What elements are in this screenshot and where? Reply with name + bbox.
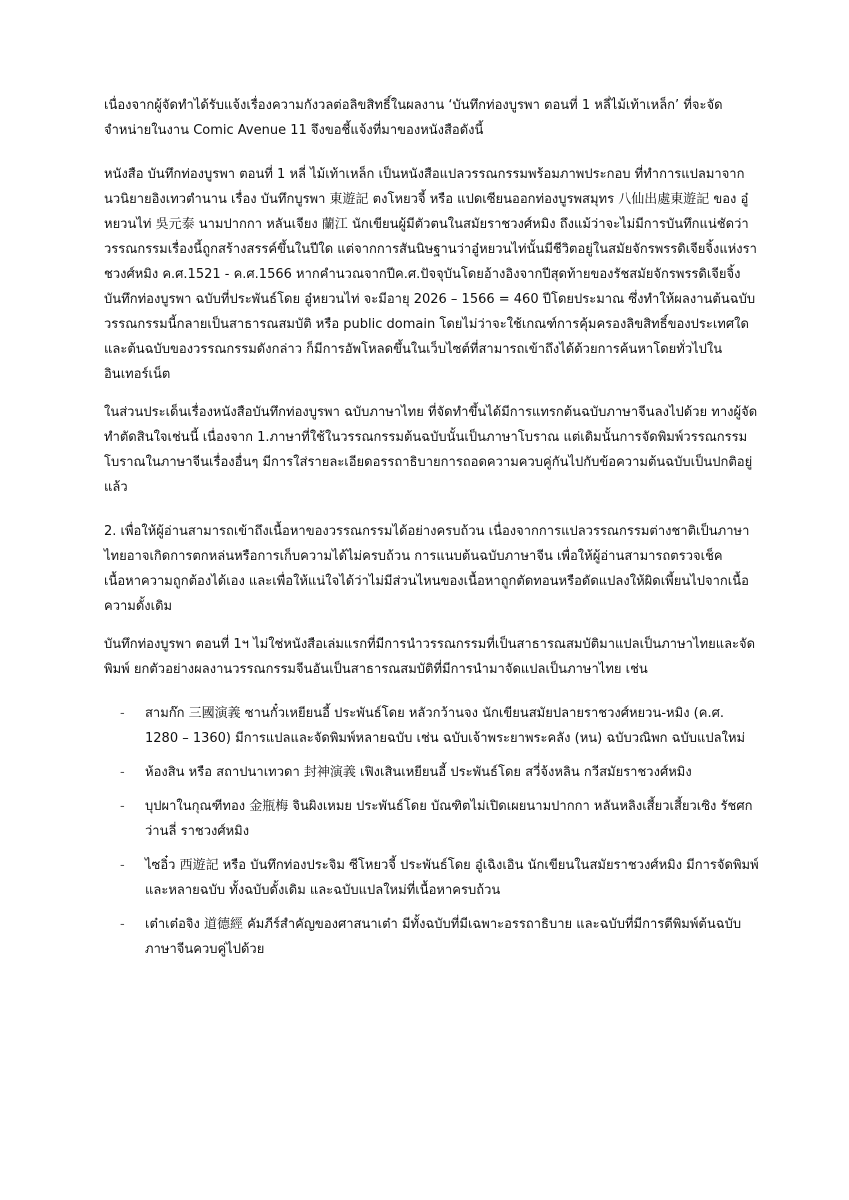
example-fengshen: ห้องสิน หรือ สถาปนาเทวดา 封神演義 เฟิงเสินเหยียนอี้ ประพันธ์โดย สวี่จ้งหลิน กวีสมัยราชวงศ์หมิง — [145, 765, 692, 780]
examples-list — [104, 701, 759, 962]
thai-edition-paragraph: ในส่วนประเด็นเรื่องหนังสือบันทึกท่องบูรพา ฉบับภาษาไทย ที่จัดทำขึ้นได้มีการแทรกต้นฉบับภาษาจีนลงไปด้วย ทางผู้จัดทำตัดสินใจเช่นนี้ เนื่องจาก 1.ภาษาที่ใช้ในวรรณกรรมต้นฉบับนั้นเป็นภาษาโบราณ แต่เดิมนั้นการจัดพิมพ์วรรณกรรมโบราณในภาษาจีนเรื่องอื่นๆ มีการใส่รายละเอียดอรรถาธิบายการถอดความควบคู่กันไปกับข้อความต้นฉบับเป็นปกติอยู่แล้ว — [104, 405, 758, 495]
bullet-dash: - — [120, 706, 125, 721]
example-sanguo: สามก๊ก 三國演義 ซานกั๋วเหยียนอี้ ประพันธ์โดย หลัวกว้านจง นักเขียนสมัยปลายราชวงศ์หยวน-หมิง (ค.ศ. 1280 – 1360) มีการแปลและจัดพิมพ์หลายฉบับ เช่น ฉบับเจ้าพระยาพระคลัง (หน) ฉบับวณิพก ฉบับแปลใหม่ — [145, 706, 746, 746]
example-xiyouji: ไซอิ๋ว 西遊記 หรือ บันทึกท่องประจิม ซีโหยวจี้ ประพันธ์โดย อู๋เฉิงเอิน นักเขียนในสมัยราชวงศ์หมิง มีการจัดพิมพ์และหลายฉบับ ทั้งฉบับดั้งเดิม และฉบับแปลใหม่ที่เนื้อหาครบถ้วน — [145, 858, 759, 898]
bullet-dash: - — [120, 799, 125, 814]
example-daodejing: เต๋าเต๋อจิง 道德經 คัมภีร์สำคัญของศาสนาเต๋า มีทั้งฉบับที่มีเฉพาะอรรถาธิบาย และฉบับที่มีการตีพิมพ์ต้นฉบับภาษาจีนควบคู่ไปด้วย — [145, 917, 742, 957]
bullet-dash: - — [120, 858, 125, 873]
list-item — [104, 912, 759, 962]
intro-paragraph: เนื่องจากผู้จัดทำได้รับแจ้งเรื่องความกังวลต่อลิขสิทธิ์ในผลงาน ‘บันทึกท่องบูรพา ตอนที่ 1 หลี่ไม้เท้าเหล็ก’ ที่จะจัดจำหน่ายในงาน Comic Avenue 11 จึงขอชี้แจ้งที่มาของหนังสือดังนี้ — [104, 98, 723, 138]
list-item — [104, 701, 759, 751]
list-item — [104, 794, 759, 844]
examples-intro-paragraph: บันทึกท่องบูรพา ตอนที่ 1ฯ ไม่ใช่หนังสือเล่มแรกที่มีการนำวรรณกรรมที่เป็นสาธารณสมบัติมาแปลเป็นภาษาไทยและจัดพิมพ์ ยกตัวอย่างผลงานวรรณกรรมจีนอันเป็นสาธารณสมบัติที่มีการนำมาจัดแปลเป็นภาษาไทย เช่น — [104, 637, 756, 677]
bullet-dash: - — [120, 765, 125, 780]
example-jinpingmei: บุปผาในกุณฑีทอง 金瓶梅 จินผิงเหมย ประพันธ์โดย บัณฑิตไม่เปิดเผยนามปากกา หลันหลิงเสี้ยวเสี้ยวเซิง รัชศกว่านลี่ ราชวงศ์หมิง — [145, 799, 753, 839]
reason-2-paragraph: 2. เพื่อให้ผู้อ่านสามารถเข้าถึงเนื้อหาของวรรณกรรมได้อย่างครบถ้วน เนื่องจากการแปลวรรณกรรมต่างชาติเป็นภาษาไทยอาจเกิดการตกหล่นหรือการเก็บความได้ไม่ครบถ้วน การแนบต้นฉบับภาษาจีน เพื่อให้ผู้อ่านสามารถตรวจเช็คเนื้อหาความถูกต้องได้เอง และเพื่อให้แน่ใจได้ว่าไม่มีส่วนไหนของเนื้อหาถูกตัดทอนหรือดัดแปลงให้ผิดเพี้ยนไปจากเนื้อความดั้งเดิม — [104, 524, 750, 614]
bullet-dash: - — [120, 917, 125, 932]
source-paragraph: หนังสือ บันทึกท่องบูรพา ตอนที่ 1 หลี่ ไม้เท้าเหล็ก เป็นหนังสือแปลวรรณกรรมพร้อมภาพประกอบ ที่ทำการแปลมาจากนวนิยายอิงเทวตำนาน เรื่อง บันทึกบูรพา 東遊記 ตงโหยวจี้ หรือ แปดเซียนออกท่องบูรพสมุทร 八仙出處東遊記 ของ อู๋หยวนไท่ 吳元泰 นามปากกา หลันเจียง 蘭江 นักเขียนผู้มีตัวตนในสมัยราชวงศ์หมิง ถึงแม้ว่าจะไม่มีการบันทึกแน่ชัดว่าวรรณกรรมเรื่องนี้ถูกสร้างสรรค์ขึ้นในปีใด แต่จากการสันนิษฐานว่าอู๋หยวนไท่นั้นมีชีวิตอยู่ในสมัยจักรพรรดิเจียจิ้งแห่งราชวงศ์หมิง ค.ศ.1521 - ค.ศ.1566 หากคำนวณจากปีค.ศ.ปัจจุบันโดยอ้างอิงจากปีสุดท้ายของรัชสมัยจักรพรรดิเจียจิ้ง บันทึกท่องบูรพา ฉบับที่ประพันธ์โดย อู๋หยวนไท่ จะมีอายุ 2026 – 1566 = 460 ปีโดยประมาณ ซึ่งทำให้ผลงานต้นฉบับวรรณกรรมนี้กลายเป็นสาธารณสมบัติ หรือ public domain โดยไม่ว่าจะใช้เกณฑ์การคุ้มครองลิขสิทธิ์ของประเทศใด และต้นฉบับของวรรณกรรมดังกล่าว ก็มีการอัพโหลดขึ้นในเว็บไซต์ที่สามารถเข้าถึงได้ด้วยการค้นหาโดยทั่วไปในอินเทอร์เน็ต — [104, 167, 757, 382]
list-item — [104, 853, 759, 903]
list-item — [104, 760, 759, 785]
